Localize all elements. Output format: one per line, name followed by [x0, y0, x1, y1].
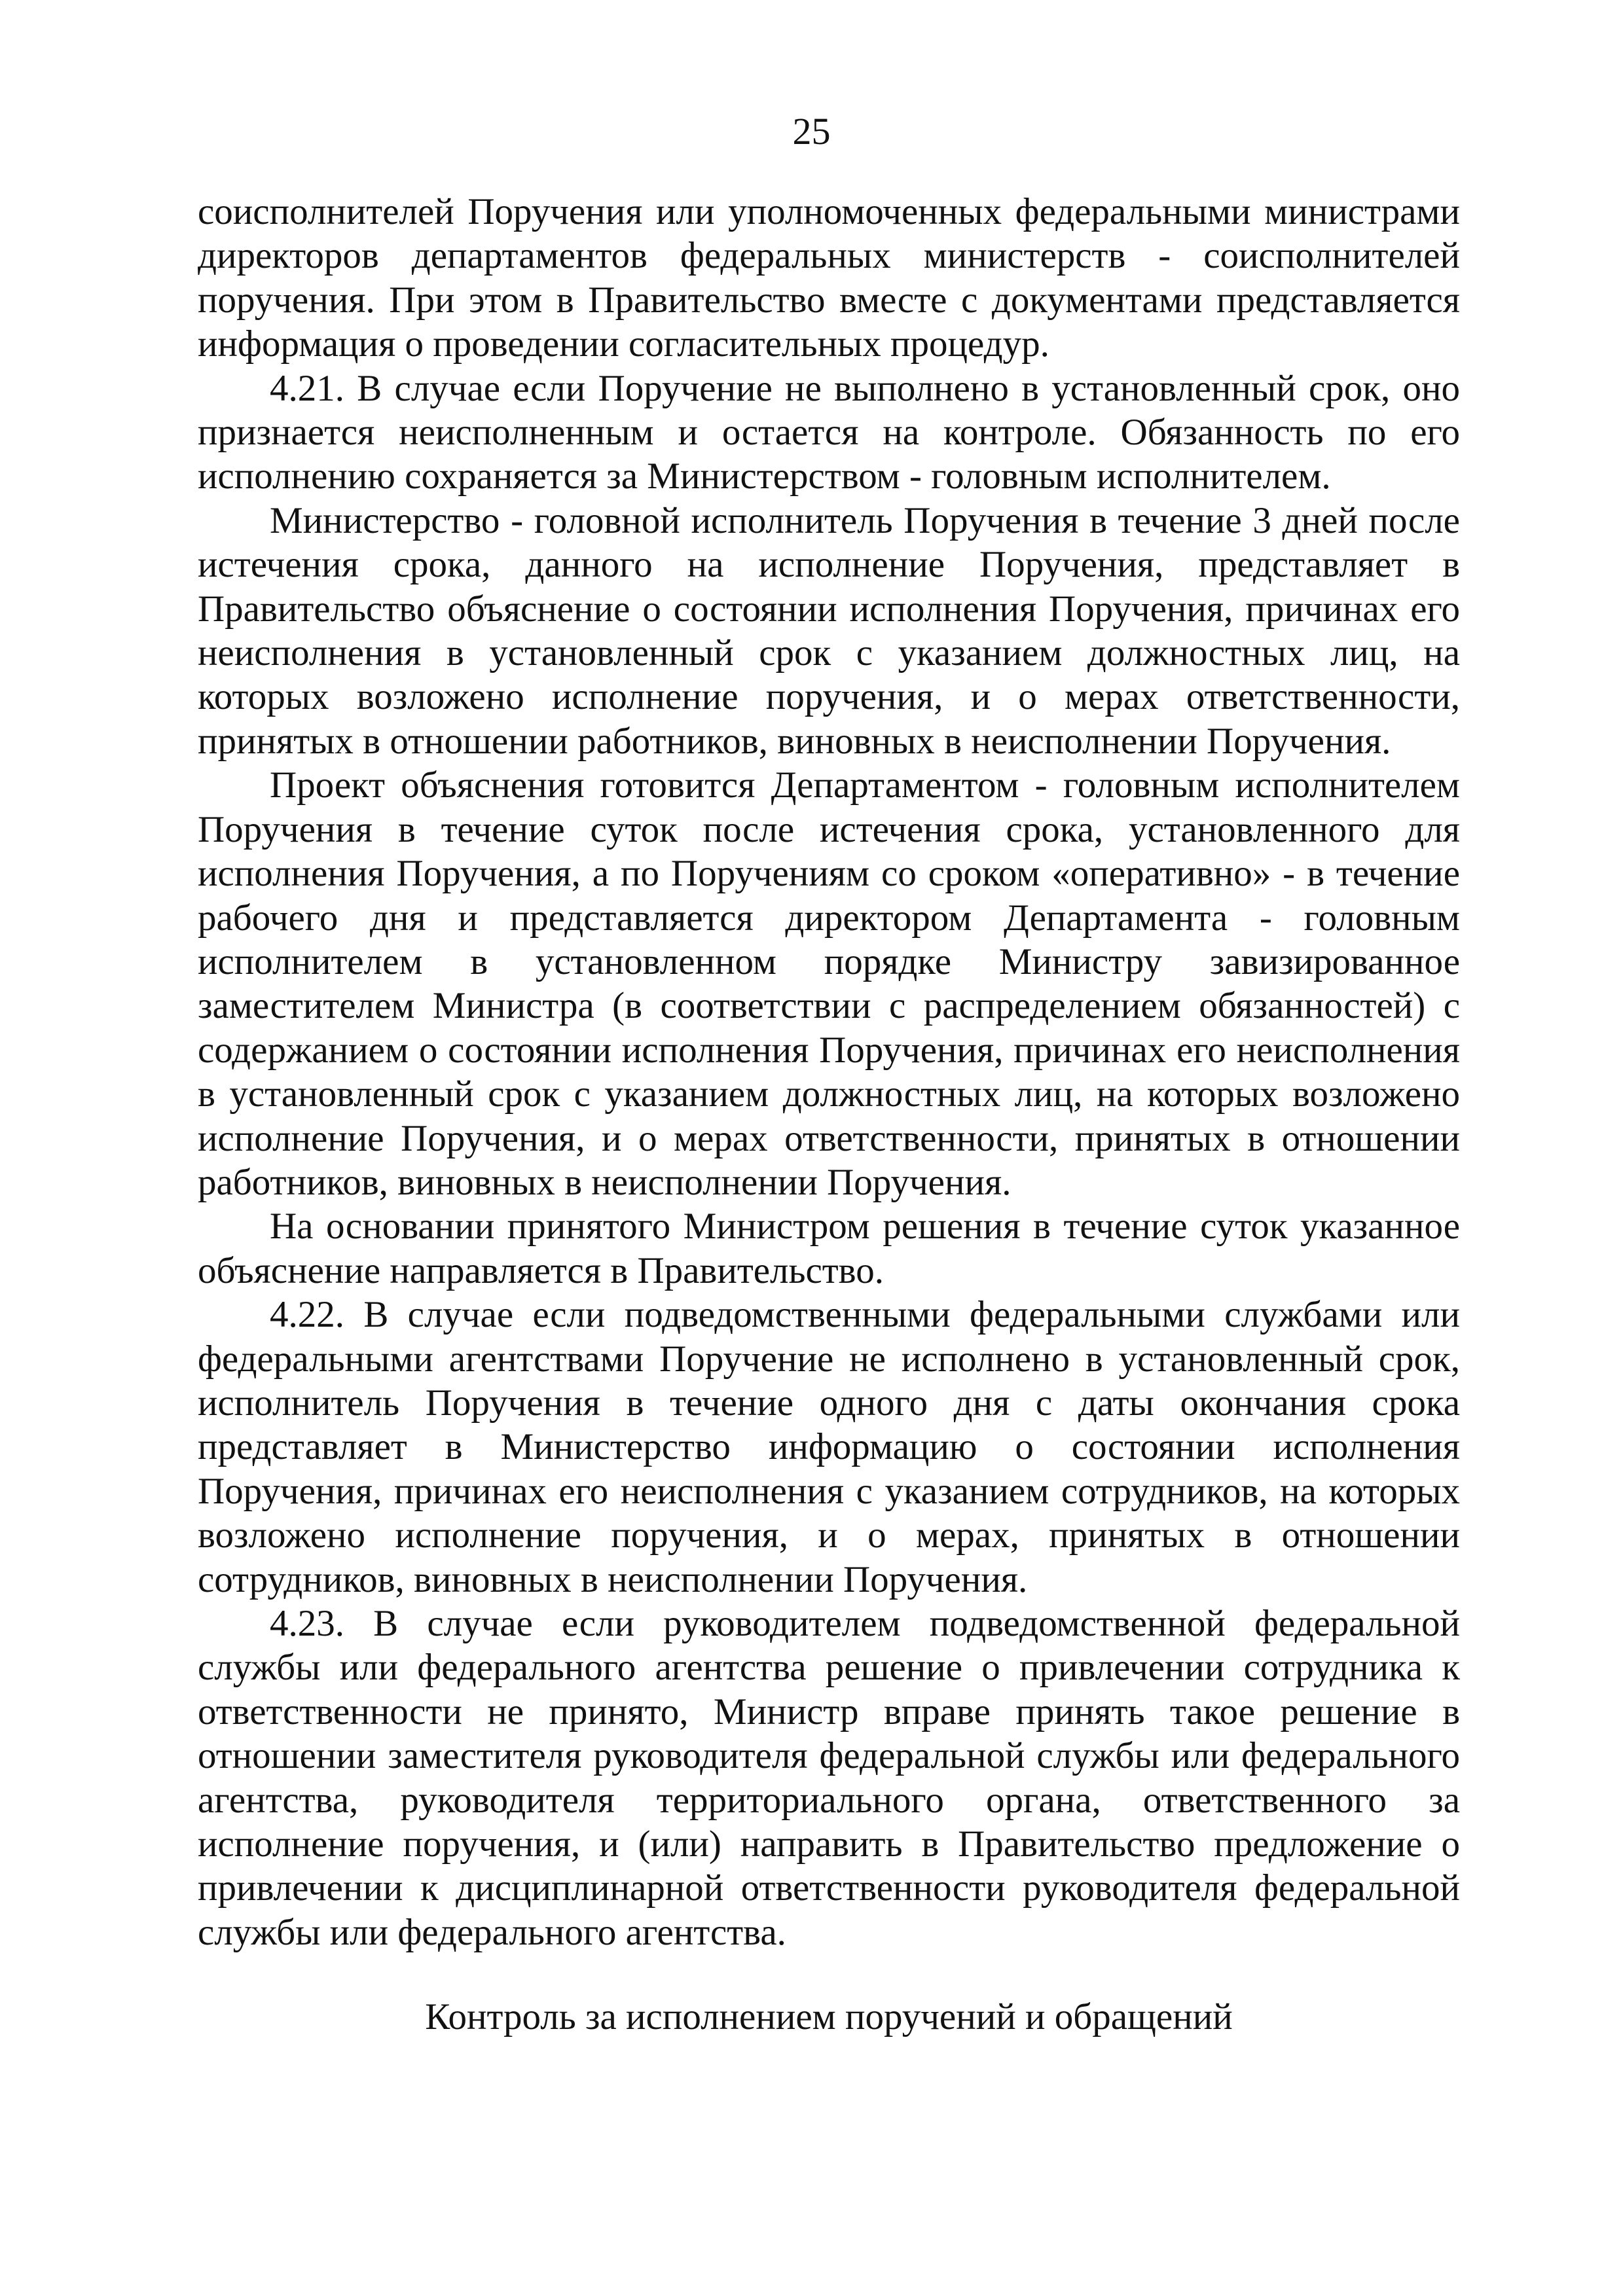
- body-text: [198, 190, 1460, 1954]
- paragraph-4-22: 4.22. В случае если подведомственными федеральными службами или федеральными агентствами Поручение не исполнено в установленный срок, исполнитель Поручения в течение одного дня с даты окончания срока представляет в Министерство информацию о состоянии исполнения Поручения, причинах его неисполнения с указанием сотрудников, на которых возложено исполнение поручения, и о мерах, принятых в отношении сотрудников, виновных в неисполнении Поручения.: [198, 1294, 1460, 1600]
- paragraph-continuation: соисполнителей Поручения или уполномоченных федеральными министрами директоров департаментов федеральных министерств - соисполнителей поручения. При этом в Правительство вместе с документами представляется информация о проведении согласительных процедур.: [198, 191, 1460, 365]
- paragraph-draft-explanation: Проект объяснения готовится Департаментом - головным исполнителем Поручения в течение суток после истечения срока, установленного для исполнения Поручения, а по Поручениям со сроком «оперативно» - в течение рабочего дня и представляется директором Департамента - головным исполнителем в установленном порядке Министру завизированное заместителем Министра (в соответствии с распределением обязанностей) с содержанием о состоянии исполнения Поручения, причинах его неисполнения в установленный срок с указанием должностных лиц, на которых возложено исполнение Поручения, и о мерах ответственности, принятых в отношении работников, виновных в неисполнении Поручения.: [198, 764, 1460, 1203]
- paragraph-4-21: 4.21. В случае если Поручение не выполнено в установленный срок, оно признается неисполненным и остается на контроле. Обязанность по его исполнению сохраняется за Министерством - головным исполнителем.: [198, 367, 1460, 497]
- paragraph-4-23: 4.23. В случае если руководителем подведомственной федеральной службы или федерального агентства решение о привлечении сотрудника к ответственности не принято, Министр вправе принять такое решение в отношении заместителя руководителя федеральной службы или федерального агентства, руководителя территориального органа, ответственного за исполнение поручения, и (или) направить в Правительство предложение о привлечении к дисциплинарной ответственности руководителя федеральной службы или федерального агентства.: [198, 1603, 1460, 1953]
- paragraph-minister-decision: На основании принятого Министром решения в течение суток указанное объяснение направляется в Правительство.: [198, 1206, 1460, 1291]
- page-number: 25: [792, 110, 831, 152]
- paragraph-ministry-explanation: Министерство - головной исполнитель Поручения в течение 3 дней после истечения срока, данного на исполнение Поручения, представляет в Правительство объяснение о состоянии исполнения Поручения, причинах его неисполнения в установленный срок с указанием должностных лиц, на которых возложено исполнение поручения, и о мерах ответственности, принятых в отношении работников, виновных в неисполнении Поручения.: [198, 499, 1460, 762]
- section-heading: Контроль за исполнением поручений и обращений: [425, 1996, 1233, 2037]
